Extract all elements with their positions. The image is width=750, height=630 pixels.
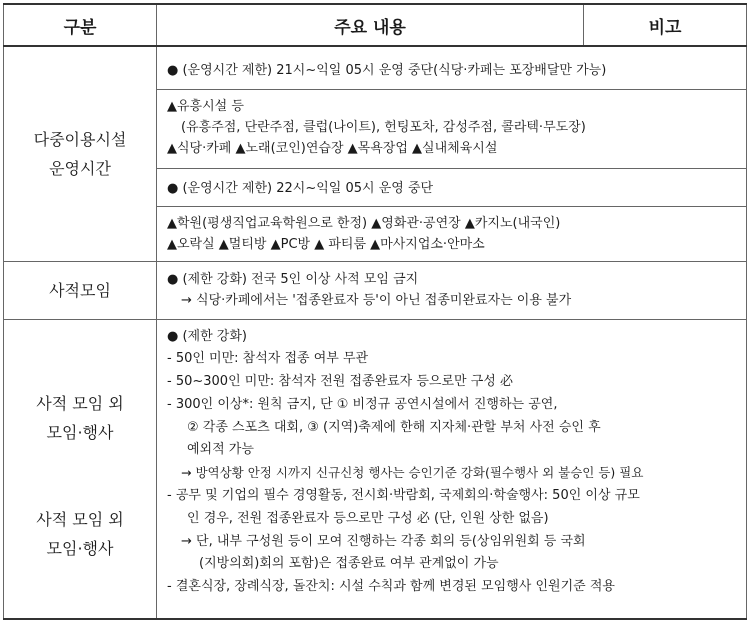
content-line: 인 경우, 전원 접종완료자 등으로만 구성 必 (단, 인원 상한 없음) (187, 510, 549, 526)
content-line: ● (운영시간 제한) 21시~익일 05시 운영 중단(식당·카페는 포장배달만 가능) (167, 62, 607, 78)
content-line: → 단, 내부 구성원 등이 모여 진행하는 각종 회의 등(상임위원회 등 국회 (181, 533, 586, 549)
content-line: - 50인 미만: 참석자 접종 여부 무관 (167, 351, 369, 367)
row-events (4, 319, 747, 619)
policy-table (3, 3, 747, 620)
category-spacer (4, 476, 156, 505)
content-line: (지방의회)회의 포함)은 접종완료 여부 관계없이 가능 (199, 556, 499, 572)
category-line: 다중이용시설 (33, 129, 127, 149)
category-events (4, 319, 157, 619)
content-line: - 결혼식장, 장례식장, 돌잔치: 시설 수칙과 함께 변경된 모임행사 인원기준 적용 (167, 579, 615, 595)
private-gathering-content (157, 261, 747, 319)
content-line: - 50~300인 미만: 참석자 전원 접종완료자 등으로만 구성 必 (167, 374, 513, 390)
header-row (4, 4, 747, 46)
facility-list-22h (157, 206, 747, 261)
content-line: ② 각종 스포츠 대회, ③ (지역)축제에 한해 지자체·관할 부처 사전 승인 후 (187, 419, 601, 435)
header-remarks: 비고 (584, 4, 747, 46)
category-spacer (4, 447, 156, 476)
content-line: ● (제한 강화) (167, 328, 247, 344)
category-line: 사적 모임 외 (36, 393, 124, 413)
content-line: ▲학원(평생직업교육학원으로 한정) ▲영화관·공연장 ▲카지노(내국인) (167, 215, 561, 231)
events-content (157, 319, 747, 619)
header-main-content: 주요 내용 (157, 4, 584, 46)
category-facility-hours (4, 46, 157, 261)
content-line: - 공무 및 기업의 필수 경영활동, 전시회·박람회, 국제회의·학술행사: 50인 이상 규모 (167, 488, 640, 504)
content-line: ● (운영시간 제한) 22시~익일 05시 운영 중단 (167, 180, 434, 196)
content-line: 예외적 가능 (187, 442, 254, 458)
content-line: ▲오락실 ▲멀티방 ▲PC방 ▲ 파티룸 ▲마사지업소·안마소 (167, 236, 485, 252)
facility-list-21h (157, 89, 747, 168)
content-line: → 방역상황 안정 시까지 신규신청 행사는 승인기준 강화(필수행사 외 불승인 등) 필요 (181, 465, 644, 481)
category-private-gathering (4, 261, 157, 319)
content-line: - 300인 이상*: 원칙 금지, 단 ① 비정규 공연시설에서 진행하는 공연, (167, 396, 558, 412)
header-category: 구분 (4, 4, 157, 46)
category-line: 사적 모임 외 (36, 509, 124, 529)
content-line: → 식당·카페에서는 '접종완료자 등'이 아닌 접종미완료자는 이용 불가 (181, 292, 572, 308)
content-line: ▲유흥시설 등 (167, 98, 244, 114)
facility-block-21h (157, 46, 747, 89)
content-line: (유흥주점, 단란주점, 클럽(나이트), 헌팅포차, 감성주점, 콜라텍·무도장) (181, 119, 586, 135)
facility-block-22h (157, 168, 747, 206)
category-line: 모임·행사 (46, 538, 114, 558)
category-line: 운영시간 (49, 158, 111, 178)
row-private-gathering (4, 261, 747, 319)
content-line: ▲식당·카페 ▲노래(코인)연습장 ▲목욕장업 ▲실내체육시설 (167, 140, 498, 156)
row-facility-block1 (4, 46, 747, 89)
content-line: ● (제한 강화) 전국 5인 이상 사적 모임 금지 (167, 271, 419, 287)
category-line: 모임·행사 (46, 422, 114, 442)
category-line: 사적모임 (49, 280, 111, 300)
